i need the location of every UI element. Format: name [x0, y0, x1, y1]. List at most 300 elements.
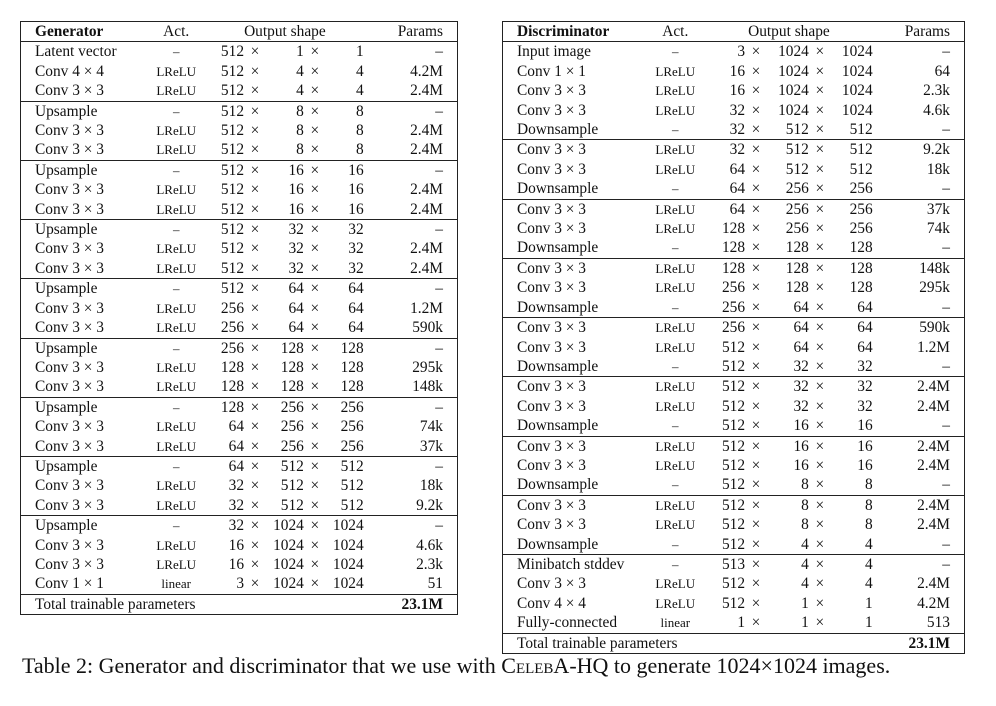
table-row: [21, 42, 458, 62]
param-count: 2.4M: [410, 181, 443, 199]
shape-dim: 64: [266, 279, 304, 299]
shape-dim: 512: [220, 82, 245, 100]
caption-prefix: Table 2: Generator and discriminator that we use with: [22, 653, 502, 678]
table-row: [21, 299, 458, 318]
layer-name: Conv 3 × 3: [517, 516, 586, 534]
activation: LReLU: [655, 102, 696, 118]
shape-times: ×: [310, 82, 320, 100]
table-row: [503, 179, 965, 199]
shape-dim: 16: [288, 200, 304, 218]
shape-dim: 16: [729, 82, 746, 100]
shape-times: ×: [310, 496, 320, 514]
activation: –: [672, 477, 679, 493]
shape-times: ×: [745, 258, 767, 278]
shape-dim: 32: [228, 477, 245, 495]
shape-dim: 64: [767, 318, 809, 338]
shape-dim: 64: [705, 199, 745, 219]
param-count: 513: [926, 614, 950, 632]
table-row: [503, 594, 965, 613]
shape-times: ×: [815, 575, 825, 593]
table-row: [21, 121, 458, 140]
shape-times: ×: [815, 121, 825, 139]
shape-times: ×: [809, 140, 831, 160]
shape-dim: 512: [721, 417, 746, 435]
activation: LReLU: [156, 300, 197, 316]
shape-dim: 8: [355, 122, 364, 140]
shape-dim: 16: [729, 62, 746, 80]
shape-dim: 8: [296, 141, 304, 159]
shape-times: ×: [745, 436, 767, 456]
table-row: [21, 496, 458, 516]
layer-name: Upsample: [21, 338, 147, 358]
shape-dim: 128: [705, 258, 745, 278]
shape-times: ×: [250, 200, 260, 218]
activation: –: [672, 181, 679, 197]
shape-times: ×: [304, 279, 326, 299]
discriminator-header-shape: Output shape: [705, 22, 872, 42]
shape-dim: 128: [721, 239, 746, 257]
param-count: –: [364, 397, 458, 417]
layer-name: Conv 3 × 3: [35, 259, 104, 277]
shape-times: ×: [304, 160, 326, 180]
caption-suffix: to generate 1024×1024 images.: [608, 653, 891, 678]
shape-times: ×: [815, 180, 825, 198]
shape-dim: 16: [266, 160, 304, 180]
activation: LReLU: [655, 221, 696, 237]
param-count: 74k: [926, 220, 950, 238]
shape-dim: 256: [340, 437, 364, 455]
layer-name: Conv 3 × 3: [503, 495, 646, 515]
shape-dim: 512: [785, 121, 809, 139]
layer-name: Conv 1 × 1: [35, 575, 104, 593]
shape-times: ×: [244, 101, 266, 121]
param-count: –: [942, 43, 950, 61]
table-row: [503, 377, 965, 397]
activation: linear: [660, 615, 691, 631]
param-count: –: [942, 417, 950, 435]
table-row: [21, 456, 458, 476]
generator-header-params: Params: [364, 22, 458, 42]
activation: LReLU: [655, 398, 696, 414]
param-count: –: [873, 554, 965, 574]
layer-name: Conv 3 × 3: [517, 338, 586, 356]
table-row: [21, 536, 458, 555]
shape-dim: 128: [849, 239, 873, 257]
shape-dim: 512: [220, 259, 245, 277]
param-count: 2.4M: [873, 377, 965, 397]
param-count: 64: [934, 62, 950, 80]
generator-header-shape: Output shape: [206, 22, 364, 42]
activation: LReLU: [156, 556, 197, 572]
shape-times: ×: [310, 43, 320, 61]
param-count: 2.3k: [416, 555, 443, 573]
shape-times: ×: [751, 62, 761, 80]
param-count: –: [364, 516, 458, 536]
shape-dim: 512: [340, 477, 364, 495]
shape-dim: 32: [729, 121, 746, 139]
activation: linear: [161, 576, 191, 592]
layer-name: Conv 3 × 3: [35, 319, 104, 337]
param-count: 148k: [412, 378, 443, 396]
shape-dim: 64: [228, 418, 245, 436]
table-row: [21, 516, 458, 536]
shape-times: ×: [751, 397, 761, 415]
layer-name: Conv 3 × 3: [517, 101, 586, 119]
layer-name: Downsample: [517, 121, 599, 139]
param-count: 2.4M: [410, 82, 443, 100]
shape-dim: 128: [206, 397, 244, 417]
table-row: [503, 357, 965, 377]
shape-dim: 512: [206, 101, 244, 121]
discriminator-header-row: [503, 22, 965, 42]
discriminator-total-row: [503, 633, 965, 653]
shape-dim: 16: [228, 555, 245, 573]
shape-dim: 512: [721, 338, 746, 356]
layer-name: Conv 3 × 3: [517, 397, 586, 415]
shape-dim: 256: [721, 298, 746, 316]
shape-dim: 4: [767, 554, 809, 574]
table-row: [21, 180, 458, 199]
activation: LReLU: [645, 495, 705, 515]
layer-name: Conv 3 × 3: [35, 200, 104, 218]
shape-dim: 512: [849, 121, 873, 139]
shape-dim: 32: [857, 397, 873, 415]
shape-dim: 128: [340, 358, 364, 376]
layer-name: Conv 1 × 1: [517, 62, 586, 80]
param-count: 37k: [419, 437, 443, 455]
layer-name: Conv 3 × 3: [35, 496, 104, 514]
activation: LReLU: [156, 63, 197, 79]
table-row: [21, 476, 458, 495]
shape-times: ×: [250, 43, 260, 61]
shape-times: ×: [815, 220, 825, 238]
layer-name: Conv 3 × 3: [503, 140, 646, 160]
shape-dim: 8: [326, 101, 364, 121]
shape-times: ×: [745, 495, 767, 515]
shape-dim: 512: [721, 357, 746, 375]
shape-dim: 4: [864, 535, 873, 553]
shape-dim: 512: [705, 495, 745, 515]
table-row: [21, 397, 458, 417]
table-row: [21, 318, 458, 338]
shape-dim: 512: [705, 377, 745, 397]
activation: LReLU: [655, 339, 696, 355]
shape-times: ×: [250, 555, 260, 573]
param-count: –: [942, 357, 950, 375]
shape-times: ×: [250, 181, 260, 199]
shape-dim: 1024: [778, 82, 809, 100]
shape-times: ×: [244, 516, 266, 536]
table-row: [21, 555, 458, 574]
shape-dim: 128: [785, 239, 809, 257]
shape-dim: 64: [206, 456, 244, 476]
shape-times: ×: [815, 279, 825, 297]
shape-times: ×: [751, 456, 761, 474]
layer-name: Conv 3 × 3: [35, 378, 104, 396]
table-row: [21, 101, 458, 121]
shape-dim: 256: [326, 397, 364, 417]
discriminator-header-params: Params: [873, 22, 965, 42]
shape-times: ×: [815, 357, 825, 375]
param-count: –: [364, 338, 458, 358]
shape-dim: 513: [705, 554, 745, 574]
param-count: 51: [427, 575, 443, 593]
layer-name: Latent vector: [35, 43, 117, 61]
shape-times: ×: [310, 358, 320, 376]
shape-dim: 32: [228, 496, 245, 514]
layer-name: Conv 3 × 3: [517, 82, 586, 100]
shape-dim: 32: [729, 101, 746, 119]
param-count: –: [435, 43, 443, 61]
shape-dim: 1024: [273, 555, 304, 573]
param-count: 590k: [873, 318, 965, 338]
shape-dim: 64: [228, 437, 245, 455]
shape-times: ×: [250, 536, 260, 554]
layer-name: Conv 3 × 3: [35, 477, 104, 495]
shape-times: ×: [815, 417, 825, 435]
shape-times: ×: [310, 575, 320, 593]
shape-dim: 64: [348, 299, 364, 317]
layer-name: Conv 3 × 3: [35, 181, 104, 199]
param-count: 37k: [873, 199, 965, 219]
shape-times: ×: [751, 476, 761, 494]
activation: LReLU: [156, 123, 197, 139]
shape-times: ×: [250, 299, 260, 317]
shape-dim: 256: [280, 437, 304, 455]
table-row: [21, 259, 458, 279]
param-count: 2.4M: [410, 259, 443, 277]
shape-dim: 3: [737, 43, 746, 61]
table-caption: [22, 653, 890, 679]
shape-dim: 512: [721, 516, 746, 534]
shape-dim: 512: [280, 477, 304, 495]
shape-dim: 16: [857, 456, 873, 474]
layer-name: Upsample: [21, 160, 147, 180]
shape-times: ×: [250, 240, 260, 258]
shape-dim: 32: [831, 377, 873, 397]
param-count: –: [942, 476, 950, 494]
shape-times: ×: [815, 101, 825, 119]
shape-dim: 32: [793, 357, 809, 375]
param-count: 2.4M: [873, 495, 965, 515]
shape-times: ×: [815, 239, 825, 257]
shape-dim: 1: [864, 614, 873, 632]
shape-times: ×: [304, 456, 326, 476]
shape-times: ×: [250, 62, 260, 80]
activation: –: [146, 160, 206, 180]
shape-dim: 32: [206, 516, 244, 536]
shape-dim: 128: [785, 279, 809, 297]
param-count: 4.6k: [416, 536, 443, 554]
activation: –: [146, 338, 206, 358]
table-row: [503, 120, 965, 140]
shape-dim: 1: [296, 43, 304, 61]
activation: LReLU: [156, 379, 197, 395]
shape-dim: 256: [206, 338, 244, 358]
generator-total-label: Total trainable parameters: [21, 594, 364, 614]
shape-dim: 512: [220, 181, 245, 199]
shape-times: ×: [250, 82, 260, 100]
shape-times: ×: [250, 358, 260, 376]
shape-dim: 512: [721, 456, 746, 474]
param-count: 4.2M: [410, 62, 443, 80]
shape-times: ×: [815, 535, 825, 553]
shape-times: ×: [310, 378, 320, 396]
table-row: [503, 298, 965, 318]
layer-name: Conv 3 × 3: [35, 536, 104, 554]
shape-dim: 1024: [273, 575, 304, 593]
param-count: –: [364, 160, 458, 180]
param-count: 18k: [419, 477, 443, 495]
shape-dim: 64: [288, 299, 304, 317]
layer-name: Conv 3 × 3: [503, 199, 646, 219]
shape-dim: 1: [737, 614, 746, 632]
shape-times: ×: [310, 240, 320, 258]
shape-times: ×: [815, 160, 825, 178]
shape-dim: 16: [348, 181, 364, 199]
activation: LReLU: [655, 280, 696, 296]
table-row: [503, 219, 965, 238]
shape-dim: 4: [831, 554, 873, 574]
shape-times: ×: [815, 594, 825, 612]
shape-dim: 1024: [841, 82, 873, 100]
activation: –: [146, 397, 206, 417]
shape-dim: 128: [340, 378, 364, 396]
table-row: [503, 495, 965, 515]
activation: LReLU: [156, 182, 197, 198]
shape-times: ×: [745, 377, 767, 397]
shape-dim: 32: [767, 377, 809, 397]
generator-table-body: [21, 42, 458, 594]
shape-dim: 512: [326, 456, 364, 476]
shape-times: ×: [250, 496, 260, 514]
shape-times: ×: [751, 575, 761, 593]
activation: –: [172, 44, 180, 60]
shape-dim: 512: [220, 141, 245, 159]
shape-times: ×: [809, 258, 831, 278]
table-row: [503, 574, 965, 593]
table-row: [503, 238, 965, 258]
shape-dim: 16: [348, 200, 364, 218]
shape-times: ×: [250, 141, 260, 159]
shape-dim: 1024: [841, 62, 873, 80]
activation: LReLU: [645, 318, 705, 338]
shape-times: ×: [310, 141, 320, 159]
shape-dim: 512: [721, 535, 746, 553]
shape-dim: 1024: [841, 43, 873, 61]
shape-times: ×: [310, 259, 320, 277]
param-count: –: [364, 220, 458, 240]
layer-name: Minibatch stddev: [503, 554, 646, 574]
activation: –: [146, 456, 206, 476]
table-row: [21, 358, 458, 377]
shape-times: ×: [751, 43, 761, 61]
shape-times: ×: [809, 199, 831, 219]
shape-dim: 64: [857, 298, 873, 316]
shape-times: ×: [815, 456, 825, 474]
param-count: 74k: [419, 418, 443, 436]
layer-name: Conv 3 × 3: [35, 437, 104, 455]
shape-times: ×: [310, 181, 320, 199]
shape-dim: 1: [355, 43, 364, 61]
shape-times: ×: [751, 239, 761, 257]
shape-dim: 8: [864, 516, 873, 534]
param-count: 2.4M: [410, 141, 443, 159]
param-count: –: [942, 180, 950, 198]
table-row: [21, 338, 458, 358]
activation: –: [672, 299, 679, 315]
table-row: [21, 574, 458, 594]
layer-name: Upsample: [21, 397, 147, 417]
caption-dataset: CelebA-HQ: [501, 653, 609, 678]
layer-name: Conv 3 × 3: [35, 122, 104, 140]
shape-times: ×: [244, 160, 266, 180]
param-count: 295k: [919, 279, 950, 297]
layer-name: Conv 3 × 3: [517, 456, 586, 474]
shape-times: ×: [745, 318, 767, 338]
shape-dim: 1024: [778, 101, 809, 119]
table-row: [503, 535, 965, 555]
shape-times: ×: [304, 516, 326, 536]
shape-times: ×: [815, 338, 825, 356]
table-row: [503, 436, 965, 456]
shape-times: ×: [250, 418, 260, 436]
shape-times: ×: [310, 477, 320, 495]
activation: LReLU: [156, 537, 197, 553]
activation: –: [645, 554, 705, 574]
table-row: [503, 81, 965, 100]
shape-dim: 512: [721, 476, 746, 494]
shape-dim: 512: [721, 575, 746, 593]
layer-name: Fully-connected: [517, 614, 618, 632]
shape-dim: 16: [831, 436, 873, 456]
shape-dim: 8: [296, 122, 304, 140]
shape-dim: 256: [785, 180, 809, 198]
param-count: –: [364, 456, 458, 476]
shape-dim: 128: [280, 358, 304, 376]
discriminator-header-act: Act.: [645, 22, 705, 42]
activation: LReLU: [645, 258, 705, 278]
shape-dim: 3: [236, 575, 245, 593]
shape-times: ×: [809, 436, 831, 456]
layer-name: Conv 3 × 3: [35, 82, 104, 100]
table-row: [21, 279, 458, 299]
shape-dim: 128: [280, 378, 304, 396]
shape-dim: 16: [857, 417, 873, 435]
shape-times: ×: [751, 594, 761, 612]
table-row: [503, 199, 965, 219]
shape-times: ×: [310, 437, 320, 455]
shape-times: ×: [304, 397, 326, 417]
shape-dim: 16: [793, 456, 809, 474]
layer-name: Conv 4 × 4: [517, 594, 586, 612]
param-count: 9.2k: [416, 496, 443, 514]
shape-dim: 512: [220, 240, 245, 258]
shape-dim: 8: [801, 516, 809, 534]
param-count: 2.4M: [917, 575, 950, 593]
generator-total-value: 23.1M: [364, 594, 458, 614]
param-count: 4.6k: [923, 101, 950, 119]
shape-dim: 64: [288, 319, 304, 337]
table-row: [503, 475, 965, 495]
shape-times: ×: [751, 82, 761, 100]
table-row: [503, 515, 965, 534]
layer-name: Conv 3 × 3: [35, 358, 104, 376]
param-count: 2.4M: [410, 240, 443, 258]
shape-times: ×: [809, 495, 831, 515]
discriminator-header-name: Discriminator: [503, 22, 646, 42]
table-row: [21, 417, 458, 436]
